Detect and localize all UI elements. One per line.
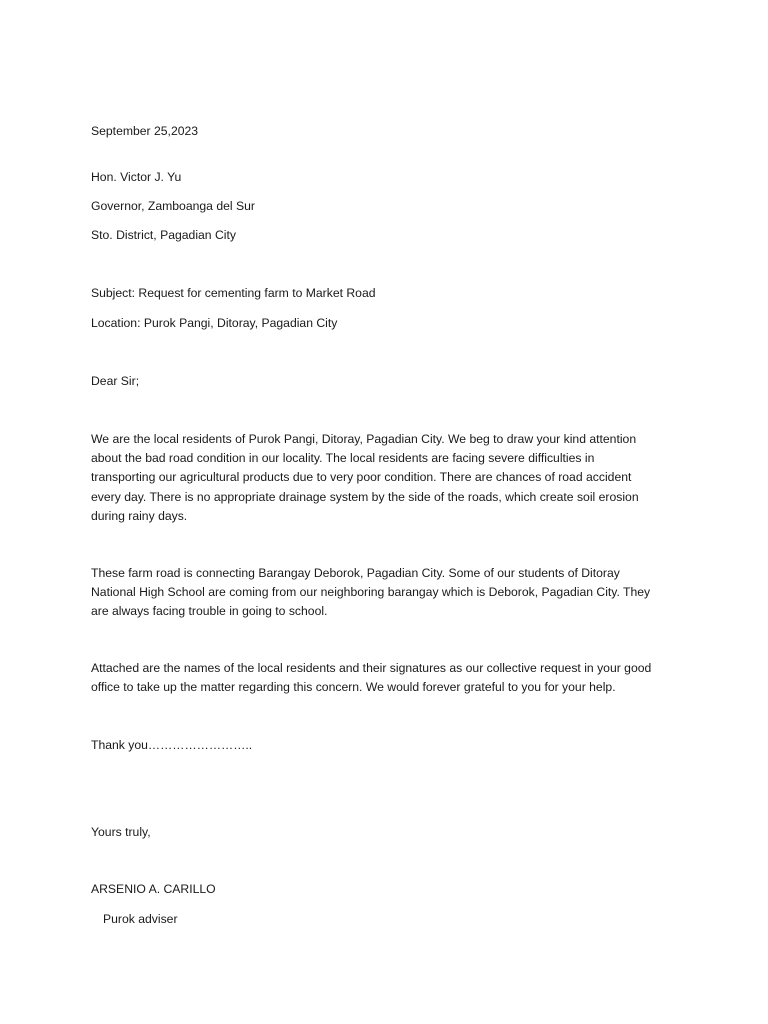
paragraph-line: These farm road is connecting Barangay Deborok, Pagadian City. Some of our students of Ditoray <box>91 566 620 580</box>
thank-you-line: Thank you…………………….. <box>91 738 253 752</box>
paragraph-line: during rainy days. <box>91 508 188 523</box>
body-paragraph <box>91 564 691 622</box>
subject-line: Subject: Request for cementing farm to Market Road <box>91 286 376 300</box>
paragraph-line: office to take up the matter regarding this concern. We would forever grateful to you for your help. <box>91 680 616 695</box>
paragraph-line: transporting our agricultural products due to very poor condition. There are chances of road accident <box>91 470 632 485</box>
paragraph-line: are always facing trouble in going to school. <box>91 604 328 619</box>
paragraph-line: about the bad road condition in our locality. The local residents are facing severe difficulties in <box>91 451 595 466</box>
paragraph-line: every day. There is no appropriate drainage system by the side of the roads, which create soil erosion <box>91 489 639 504</box>
recipient-name: Hon. Victor J. Yu <box>91 170 182 184</box>
recipient-title: Governor, Zamboanga del Sur <box>91 199 255 213</box>
letter-date: September 25,2023 <box>91 124 199 138</box>
paragraph-line: We are the local residents of Purok Pangi, Ditoray, Pagadian City. We beg to draw your kind attention <box>91 432 637 446</box>
recipient-address: Sto. District, Pagadian City <box>91 228 236 242</box>
paragraph-line: Attached are the names of the local residents and their signatures as our collective request in your good <box>91 661 652 675</box>
paragraph-line: National High School are coming from our neighboring barangay which is Deborok, Pagadian City. They <box>91 585 651 600</box>
signatory-name: ARSENIO A. CARILLO <box>91 882 216 896</box>
body-paragraph <box>91 659 691 697</box>
signatory-role: Purok adviser <box>103 912 178 926</box>
body-paragraph <box>91 430 691 526</box>
location-line: Location: Purok Pangi, Ditoray, Pagadian City <box>91 316 338 330</box>
closing-line: Yours truly, <box>91 825 151 839</box>
salutation: Dear Sir; <box>91 374 140 388</box>
